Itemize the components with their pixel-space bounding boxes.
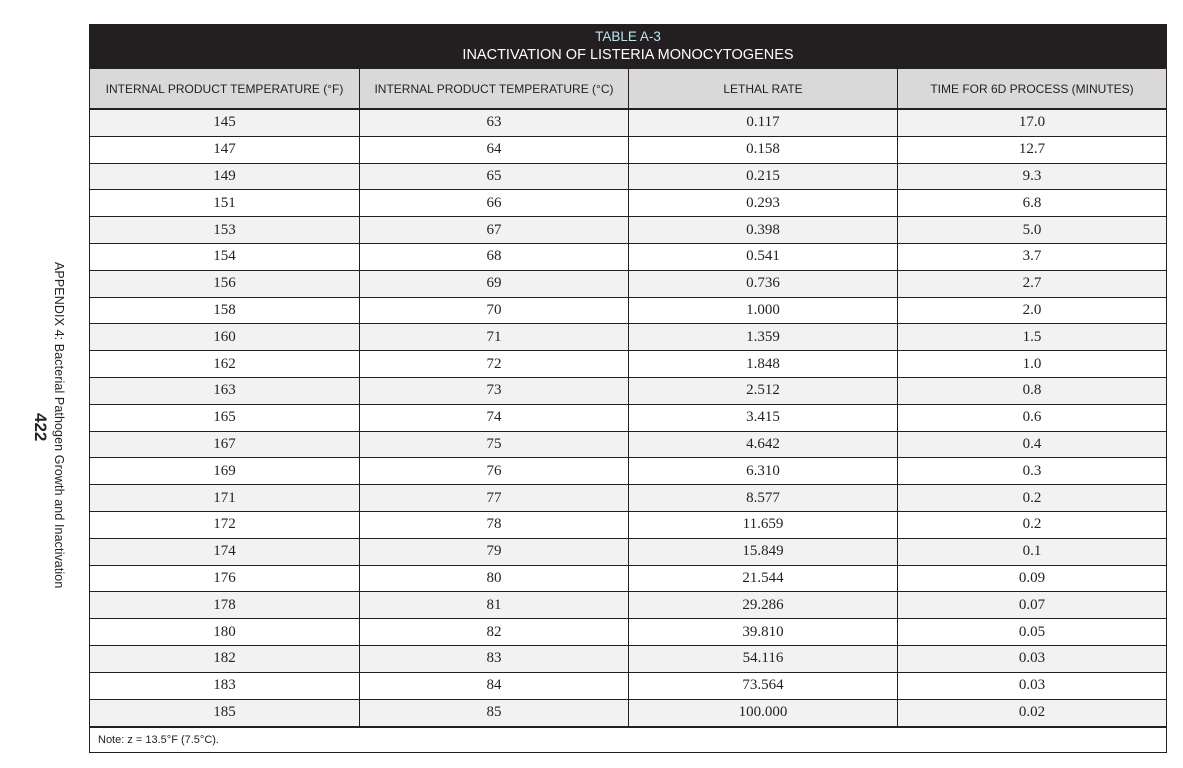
- table-row: [90, 217, 1166, 244]
- cell-temp-c: 63: [360, 110, 629, 136]
- cell-temp-c: 69: [360, 271, 629, 297]
- cell-time-6d: 0.02: [1018, 704, 1046, 721]
- cell-time-6d: 3.7: [1022, 248, 1042, 265]
- cell-temp-c: 64: [360, 137, 629, 163]
- cell-temp-c: 68: [360, 244, 629, 270]
- cell-temp-c: 82: [360, 619, 629, 645]
- table-row: [90, 324, 1166, 351]
- cell-temp-c: 72: [360, 351, 629, 377]
- header-temp-f: INTERNAL PRODUCT TEMPERATURE (°F): [90, 69, 360, 108]
- cell-lethal-rate: 15.849: [629, 539, 898, 565]
- cell-temp-c: 67: [360, 217, 629, 243]
- cell-temp-c: 83: [360, 646, 629, 672]
- cell-time-6d: 17.0: [1018, 114, 1046, 131]
- cell-temp-f: 147: [90, 137, 360, 163]
- cell-temp-f: 171: [90, 485, 360, 511]
- cell-time-6d: 6.8: [1022, 194, 1042, 211]
- table-note: Note: z = 13.5°F (7.5°C).: [89, 727, 1167, 753]
- cell-temp-c: 80: [360, 566, 629, 592]
- cell-lethal-rate: 0.293: [629, 190, 898, 216]
- table-row: [90, 700, 1166, 727]
- cell-temp-f: 178: [90, 592, 360, 618]
- header-temp-c: INTERNAL PRODUCT TEMPERATURE (°C): [360, 69, 629, 108]
- cell-temp-c: 70: [360, 298, 629, 324]
- table-row: [90, 110, 1166, 137]
- table-title: INACTIVATION OF LISTERIA MONOCYTOGENES: [462, 47, 794, 63]
- cell-temp-f: 154: [90, 244, 360, 270]
- cell-temp-c: 84: [360, 673, 629, 699]
- cell-time-6d: 0.3: [1022, 462, 1042, 479]
- cell-time-6d: 0.03: [1018, 677, 1046, 694]
- cell-time-6d: 0.2: [1022, 516, 1042, 533]
- table-row: [90, 351, 1166, 378]
- cell-temp-c: 75: [360, 432, 629, 458]
- cell-temp-c: 65: [360, 164, 629, 190]
- table-number: TABLE A-3: [595, 29, 661, 44]
- table-row: [90, 485, 1166, 512]
- table-row: [90, 190, 1166, 217]
- cell-temp-c: 78: [360, 512, 629, 538]
- cell-lethal-rate: 0.117: [629, 110, 898, 136]
- cell-temp-f: 145: [90, 110, 360, 136]
- table-row: [90, 298, 1166, 325]
- cell-time-6d: 0.4: [1022, 435, 1042, 452]
- cell-time-6d: 0.8: [1022, 382, 1042, 399]
- cell-time-6d: 0.05: [1018, 623, 1046, 640]
- table-row: [90, 378, 1166, 405]
- table-row: [90, 646, 1166, 673]
- cell-temp-f: 163: [90, 378, 360, 404]
- cell-time-6d: 0.09: [1018, 569, 1046, 586]
- table-row: [90, 458, 1166, 485]
- cell-time-6d: 1.5: [1022, 328, 1042, 345]
- cell-time-6d: 5.0: [1022, 221, 1042, 238]
- cell-lethal-rate: 0.215: [629, 164, 898, 190]
- cell-lethal-rate: 29.286: [629, 592, 898, 618]
- cell-lethal-rate: 39.810: [629, 619, 898, 645]
- cell-lethal-rate: 6.310: [629, 458, 898, 484]
- table-row: [90, 673, 1166, 700]
- cell-temp-f: 160: [90, 324, 360, 350]
- table-row: [90, 271, 1166, 298]
- cell-temp-f: 162: [90, 351, 360, 377]
- cell-lethal-rate: 1.000: [629, 298, 898, 324]
- cell-temp-c: 74: [360, 405, 629, 431]
- cell-temp-f: 180: [90, 619, 360, 645]
- cell-temp-f: 169: [90, 458, 360, 484]
- cell-time-6d: 1.0: [1022, 355, 1042, 372]
- cell-temp-c: 73: [360, 378, 629, 404]
- cell-lethal-rate: 21.544: [629, 566, 898, 592]
- cell-lethal-rate: 11.659: [629, 512, 898, 538]
- cell-lethal-rate: 0.541: [629, 244, 898, 270]
- table-row: [90, 137, 1166, 164]
- cell-temp-f: 172: [90, 512, 360, 538]
- table-row: [90, 619, 1166, 646]
- cell-temp-c: 77: [360, 485, 629, 511]
- cell-time-6d: 0.07: [1018, 596, 1046, 613]
- cell-temp-c: 71: [360, 324, 629, 350]
- cell-lethal-rate: 4.642: [629, 432, 898, 458]
- cell-temp-f: 156: [90, 271, 360, 297]
- cell-temp-c: 85: [360, 700, 629, 727]
- cell-lethal-rate: 3.415: [629, 405, 898, 431]
- side-margin: [10, 0, 70, 768]
- cell-temp-f: 183: [90, 673, 360, 699]
- cell-lethal-rate: 8.577: [629, 485, 898, 511]
- table-body: [89, 110, 1167, 727]
- cell-temp-f: 167: [90, 432, 360, 458]
- cell-time-6d: 0.1: [1022, 543, 1042, 560]
- cell-time-6d: 2.0: [1022, 301, 1042, 318]
- table-row: [90, 432, 1166, 459]
- table-title-bar: [89, 24, 1167, 68]
- page-number: 422: [31, 413, 50, 442]
- table-row: [90, 244, 1166, 271]
- table-header-row: [89, 68, 1167, 110]
- cell-lethal-rate: 0.158: [629, 137, 898, 163]
- cell-temp-f: 174: [90, 539, 360, 565]
- cell-lethal-rate: 2.512: [629, 378, 898, 404]
- cell-time-6d: 9.3: [1022, 167, 1042, 184]
- cell-temp-f: 165: [90, 405, 360, 431]
- cell-lethal-rate: 0.736: [629, 271, 898, 297]
- cell-temp-f: 182: [90, 646, 360, 672]
- cell-temp-f: 153: [90, 217, 360, 243]
- header-lethal-rate: LETHAL RATE: [629, 69, 898, 108]
- cell-temp-c: 66: [360, 190, 629, 216]
- table-row: [90, 405, 1166, 432]
- cell-temp-f: 185: [90, 700, 360, 727]
- cell-temp-c: 76: [360, 458, 629, 484]
- cell-time-6d: 0.03: [1018, 650, 1046, 667]
- cell-time-6d: 12.7: [1018, 141, 1046, 158]
- cell-time-6d: 0.2: [1022, 489, 1042, 506]
- cell-lethal-rate: 1.359: [629, 324, 898, 350]
- header-time-6d: TIME FOR 6D PROCESS (MINUTES): [930, 81, 1134, 96]
- table-row: [90, 164, 1166, 191]
- table-row: [90, 512, 1166, 539]
- cell-temp-c: 79: [360, 539, 629, 565]
- cell-lethal-rate: 1.848: [629, 351, 898, 377]
- running-header: APPENDIX 4: Bacterial Pathogen Growth and Inactivation: [52, 262, 66, 589]
- cell-time-6d: 2.7: [1022, 275, 1042, 292]
- table-row: [90, 566, 1166, 593]
- listeria-table: [89, 24, 1167, 753]
- cell-lethal-rate: 73.564: [629, 673, 898, 699]
- cell-temp-f: 149: [90, 164, 360, 190]
- cell-temp-c: 81: [360, 592, 629, 618]
- cell-lethal-rate: 100.000: [629, 700, 898, 727]
- cell-lethal-rate: 0.398: [629, 217, 898, 243]
- cell-temp-f: 158: [90, 298, 360, 324]
- table-row: [90, 539, 1166, 566]
- cell-temp-f: 151: [90, 190, 360, 216]
- table-row: [90, 592, 1166, 619]
- cell-lethal-rate: 54.116: [629, 646, 898, 672]
- cell-time-6d: 0.6: [1022, 409, 1042, 426]
- cell-temp-f: 176: [90, 566, 360, 592]
